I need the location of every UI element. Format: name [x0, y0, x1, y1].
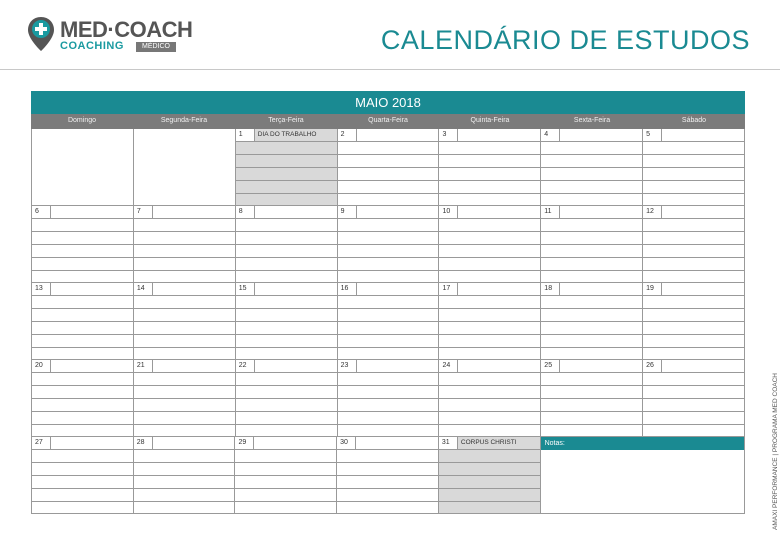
study-line[interactable] [32, 386, 133, 399]
day-cell[interactable] [439, 283, 541, 360]
study-line[interactable] [541, 181, 642, 194]
day-cell[interactable] [439, 129, 541, 206]
day-title-field[interactable] [153, 360, 235, 372]
study-line[interactable] [541, 348, 642, 360]
day-number: 18 [541, 283, 560, 295]
weekday-header: Sexta-Feira [573, 117, 611, 124]
study-line[interactable] [134, 399, 235, 412]
study-line[interactable] [439, 219, 540, 232]
study-line[interactable] [337, 489, 438, 502]
study-line[interactable] [236, 399, 337, 412]
day-number: 15 [236, 283, 255, 295]
study-line[interactable] [439, 155, 540, 168]
day-number: 28 [134, 437, 153, 449]
study-line[interactable] [32, 335, 133, 348]
study-line[interactable] [541, 168, 642, 181]
study-line[interactable] [338, 271, 439, 283]
day-number: 27 [32, 437, 51, 449]
day-number: 30 [337, 437, 356, 449]
study-line[interactable] [439, 348, 540, 360]
study-line[interactable] [236, 271, 337, 283]
weekday-header: Quinta-Feira [470, 117, 510, 124]
study-line[interactable] [338, 386, 439, 399]
study-line[interactable] [338, 142, 439, 155]
study-line[interactable] [643, 322, 744, 335]
study-line[interactable] [134, 502, 235, 514]
study-line[interactable] [134, 271, 235, 283]
study-line[interactable] [541, 399, 642, 412]
month-calendar [31, 91, 745, 514]
study-line[interactable] [134, 373, 235, 386]
day-title-field[interactable] [662, 129, 744, 141]
study-line[interactable] [32, 309, 133, 322]
study-line[interactable] [134, 489, 235, 502]
study-line[interactable] [235, 489, 336, 502]
study-line[interactable] [643, 168, 744, 181]
day-title-field[interactable] [560, 129, 642, 141]
study-line[interactable] [236, 322, 337, 335]
study-line[interactable] [32, 476, 133, 489]
study-line[interactable] [134, 348, 235, 360]
study-line[interactable] [338, 194, 439, 206]
day-title-field[interactable] [662, 206, 744, 218]
weekday-header-row [31, 114, 745, 129]
study-line[interactable] [338, 399, 439, 412]
empty-day-cell [32, 129, 134, 206]
day-title-field[interactable] [356, 437, 438, 449]
study-line[interactable] [643, 335, 744, 348]
study-line[interactable] [32, 425, 133, 437]
day-title-field[interactable] [255, 360, 337, 372]
day-cell[interactable] [439, 206, 541, 283]
day-number: 2 [338, 129, 357, 141]
day-number: 19 [643, 283, 662, 295]
weekday-header: Sábado [681, 117, 707, 124]
day-title-field[interactable] [357, 360, 439, 372]
study-line[interactable] [643, 155, 744, 168]
calendar-weeks [31, 129, 745, 514]
study-line[interactable] [643, 258, 744, 271]
study-line[interactable] [643, 142, 744, 155]
day-number: 21 [134, 360, 153, 372]
day-title-field[interactable] [560, 360, 642, 372]
study-line[interactable] [439, 309, 540, 322]
study-line[interactable] [439, 258, 540, 271]
study-line[interactable] [337, 476, 438, 489]
day-title-field[interactable] [153, 283, 235, 295]
day-cell[interactable] [134, 437, 236, 514]
logo-main-text: MED·COACH [60, 17, 193, 42]
study-line[interactable] [236, 194, 337, 206]
study-line[interactable] [439, 245, 540, 258]
day-cell[interactable] [236, 283, 338, 360]
day-cell[interactable] [338, 360, 440, 437]
study-line[interactable] [439, 386, 540, 399]
study-line[interactable] [338, 412, 439, 425]
study-line[interactable] [134, 219, 235, 232]
study-line[interactable] [439, 181, 540, 194]
day-cell[interactable] [134, 360, 236, 437]
study-line[interactable] [439, 412, 540, 425]
day-title-field[interactable] [662, 283, 744, 295]
study-line[interactable] [236, 309, 337, 322]
day-title-field[interactable] [458, 206, 540, 218]
day-title-field[interactable] [255, 283, 337, 295]
study-line[interactable] [134, 309, 235, 322]
study-line[interactable] [439, 489, 540, 502]
study-line[interactable] [439, 373, 540, 386]
day-title-field[interactable] [153, 437, 235, 449]
day-number: 1 [236, 129, 255, 141]
page-header [0, 0, 780, 70]
day-number: 29 [235, 437, 254, 449]
study-line[interactable] [236, 168, 337, 181]
day-cell[interactable] [643, 283, 745, 360]
study-line[interactable] [134, 386, 235, 399]
study-line[interactable] [32, 271, 133, 283]
study-line[interactable] [134, 463, 235, 476]
study-line[interactable] [134, 258, 235, 271]
study-line[interactable] [236, 373, 337, 386]
study-line[interactable] [439, 502, 540, 514]
calendar-week-row [32, 206, 745, 283]
study-line[interactable] [643, 348, 744, 360]
study-line[interactable] [236, 258, 337, 271]
day-title-field[interactable] [51, 437, 133, 449]
logo-sub-text: COACHING [60, 40, 124, 52]
day-cell[interactable] [32, 206, 134, 283]
day-number: 3 [439, 129, 458, 141]
study-line[interactable] [338, 373, 439, 386]
day-cell[interactable] [338, 206, 440, 283]
page-title: CALENDÁRIO DE ESTUDOS [380, 25, 750, 55]
day-title-field[interactable] [662, 360, 744, 372]
study-line[interactable] [134, 245, 235, 258]
study-line[interactable] [541, 155, 642, 168]
study-line[interactable] [134, 425, 235, 437]
study-line[interactable] [236, 412, 337, 425]
study-line[interactable] [338, 232, 439, 245]
month-title: MAIO 2018 [31, 91, 745, 114]
day-title-field[interactable] [255, 206, 337, 218]
study-line[interactable] [643, 386, 744, 399]
study-line[interactable] [643, 309, 744, 322]
study-line[interactable] [337, 463, 438, 476]
day-cell[interactable] [32, 283, 134, 360]
weekday-header: Terça-Feira [268, 117, 304, 124]
day-number: 6 [32, 206, 51, 218]
study-line[interactable] [236, 348, 337, 360]
study-line[interactable] [32, 258, 133, 271]
day-title-field[interactable] [51, 206, 133, 218]
day-number: 25 [541, 360, 560, 372]
study-line[interactable] [32, 296, 133, 309]
day-title-field[interactable] [254, 437, 336, 449]
study-line[interactable] [439, 296, 540, 309]
study-line[interactable] [235, 463, 336, 476]
study-line[interactable] [643, 181, 744, 194]
day-cell[interactable] [236, 360, 338, 437]
study-line[interactable] [32, 373, 133, 386]
study-line[interactable] [643, 399, 744, 412]
day-title-field[interactable] [357, 129, 439, 141]
study-line[interactable] [439, 322, 540, 335]
day-cell[interactable] [643, 206, 745, 283]
day-title-field[interactable] [458, 129, 540, 141]
study-line[interactable] [236, 425, 337, 437]
notes-label: Notas: [541, 437, 744, 450]
day-title-field[interactable] [153, 206, 235, 218]
study-line[interactable] [134, 232, 235, 245]
study-line[interactable] [32, 412, 133, 425]
weekday-header: Quarta-Feira [368, 117, 408, 124]
study-line[interactable] [32, 502, 133, 514]
study-line[interactable] [338, 245, 439, 258]
day-number: 22 [236, 360, 255, 372]
study-line[interactable] [439, 476, 540, 489]
holiday-label: CORPUS CHRISTI [458, 437, 540, 449]
study-line[interactable] [643, 194, 744, 206]
day-number: 7 [134, 206, 153, 218]
study-line[interactable] [643, 232, 744, 245]
study-line[interactable] [134, 335, 235, 348]
study-line[interactable] [439, 463, 540, 476]
day-cell[interactable] [541, 283, 643, 360]
notes-box[interactable] [541, 437, 745, 514]
study-line[interactable] [541, 258, 642, 271]
day-number: 8 [236, 206, 255, 218]
med-coach-logo [26, 15, 196, 57]
day-cell[interactable] [134, 283, 236, 360]
day-cell[interactable] [32, 437, 134, 514]
study-line[interactable] [338, 348, 439, 360]
study-line[interactable] [32, 348, 133, 360]
study-line[interactable] [439, 142, 540, 155]
study-line[interactable] [338, 155, 439, 168]
study-line[interactable] [338, 309, 439, 322]
study-line[interactable] [236, 155, 337, 168]
study-line[interactable] [541, 219, 642, 232]
study-line[interactable] [541, 245, 642, 258]
day-number: 9 [338, 206, 357, 218]
day-number: 20 [32, 360, 51, 372]
study-line[interactable] [541, 425, 642, 437]
study-line[interactable] [236, 386, 337, 399]
study-line[interactable] [32, 219, 133, 232]
calendar-week-row [32, 129, 745, 206]
day-title-field[interactable] [51, 283, 133, 295]
study-line[interactable] [439, 425, 540, 437]
study-line[interactable] [338, 425, 439, 437]
study-line[interactable] [337, 502, 438, 514]
day-title-field[interactable] [560, 206, 642, 218]
study-line[interactable] [32, 245, 133, 258]
study-line[interactable] [439, 335, 540, 348]
study-line[interactable] [541, 194, 642, 206]
study-line[interactable] [439, 450, 540, 463]
day-title-field[interactable] [458, 360, 540, 372]
study-line[interactable] [134, 296, 235, 309]
study-line[interactable] [338, 181, 439, 194]
day-number: 23 [338, 360, 357, 372]
study-line[interactable] [235, 502, 336, 514]
study-line[interactable] [32, 489, 133, 502]
study-line[interactable] [541, 373, 642, 386]
study-line[interactable] [643, 412, 744, 425]
study-line[interactable] [236, 296, 337, 309]
holiday-label: DIA DO TRABALHO [255, 129, 337, 141]
study-line[interactable] [439, 168, 540, 181]
study-line[interactable] [643, 373, 744, 386]
study-line[interactable] [235, 450, 336, 463]
study-line[interactable] [643, 219, 744, 232]
study-line[interactable] [236, 142, 337, 155]
day-number: 13 [32, 283, 51, 295]
study-line[interactable] [338, 335, 439, 348]
study-line[interactable] [32, 450, 133, 463]
study-line[interactable] [541, 232, 642, 245]
day-title-field[interactable] [560, 283, 642, 295]
study-line[interactable] [32, 232, 133, 245]
study-line[interactable] [236, 181, 337, 194]
header-divider [0, 69, 780, 70]
day-number: 14 [134, 283, 153, 295]
day-number: 4 [541, 129, 560, 141]
day-number: 17 [439, 283, 458, 295]
study-line[interactable] [134, 476, 235, 489]
day-number: 16 [338, 283, 357, 295]
day-number: 26 [643, 360, 662, 372]
study-line[interactable] [338, 296, 439, 309]
study-line[interactable] [541, 412, 642, 425]
empty-day-cell [134, 129, 236, 206]
logo-badge: MÉDICO [136, 42, 176, 52]
study-line[interactable] [541, 142, 642, 155]
calendar-week-row [32, 283, 745, 360]
day-title-field[interactable] [357, 206, 439, 218]
study-line[interactable] [541, 335, 642, 348]
day-number: 5 [643, 129, 662, 141]
study-line[interactable] [439, 399, 540, 412]
study-line[interactable] [541, 271, 642, 283]
study-line[interactable] [32, 463, 133, 476]
day-cell[interactable] [643, 360, 745, 437]
day-cell[interactable] [134, 206, 236, 283]
calendar-week-row [32, 360, 745, 437]
day-cell[interactable] [541, 129, 643, 206]
study-line[interactable] [643, 425, 744, 437]
day-cell[interactable] [541, 360, 643, 437]
study-line[interactable] [235, 476, 336, 489]
logo-pin-icon [26, 15, 56, 53]
study-line[interactable] [236, 219, 337, 232]
day-number: 11 [541, 206, 560, 218]
study-line[interactable] [236, 245, 337, 258]
study-line[interactable] [541, 322, 642, 335]
day-number: 12 [643, 206, 662, 218]
day-title-field[interactable] [357, 283, 439, 295]
study-line[interactable] [337, 450, 438, 463]
study-line[interactable] [541, 386, 642, 399]
side-footer-text: AMAXI PERFORMANCE | PROGRAMA MED COACH [772, 373, 779, 530]
study-line[interactable] [236, 232, 337, 245]
study-line[interactable] [338, 322, 439, 335]
day-cell[interactable] [439, 437, 541, 514]
study-line[interactable] [643, 245, 744, 258]
study-line[interactable] [541, 296, 642, 309]
study-line[interactable] [338, 168, 439, 181]
study-line[interactable] [643, 271, 744, 283]
day-cell[interactable] [439, 360, 541, 437]
day-number: 24 [439, 360, 458, 372]
study-line[interactable] [643, 296, 744, 309]
day-cell[interactable] [236, 129, 338, 206]
day-number: 31 [439, 437, 458, 449]
study-line[interactable] [338, 219, 439, 232]
day-title-field[interactable] [51, 360, 133, 372]
day-cell[interactable] [235, 437, 337, 514]
study-line[interactable] [134, 412, 235, 425]
study-line[interactable] [338, 258, 439, 271]
day-title-field[interactable] [458, 283, 540, 295]
day-cell[interactable] [32, 360, 134, 437]
day-cell[interactable] [338, 283, 440, 360]
day-cell[interactable] [337, 437, 439, 514]
study-line[interactable] [32, 399, 133, 412]
study-line[interactable] [439, 271, 540, 283]
calendar-week-row [32, 437, 745, 514]
day-cell[interactable] [338, 129, 440, 206]
study-line[interactable] [236, 335, 337, 348]
day-cell[interactable] [643, 129, 745, 206]
day-cell[interactable] [236, 206, 338, 283]
weekday-header: Domingo [67, 117, 96, 124]
study-line[interactable] [541, 309, 642, 322]
study-line[interactable] [439, 232, 540, 245]
study-line[interactable] [134, 322, 235, 335]
study-line[interactable] [32, 322, 133, 335]
study-line[interactable] [134, 450, 235, 463]
day-cell[interactable] [541, 206, 643, 283]
weekday-header: Segunda-Feira [160, 117, 208, 124]
day-number: 10 [439, 206, 458, 218]
study-line[interactable] [439, 194, 540, 206]
